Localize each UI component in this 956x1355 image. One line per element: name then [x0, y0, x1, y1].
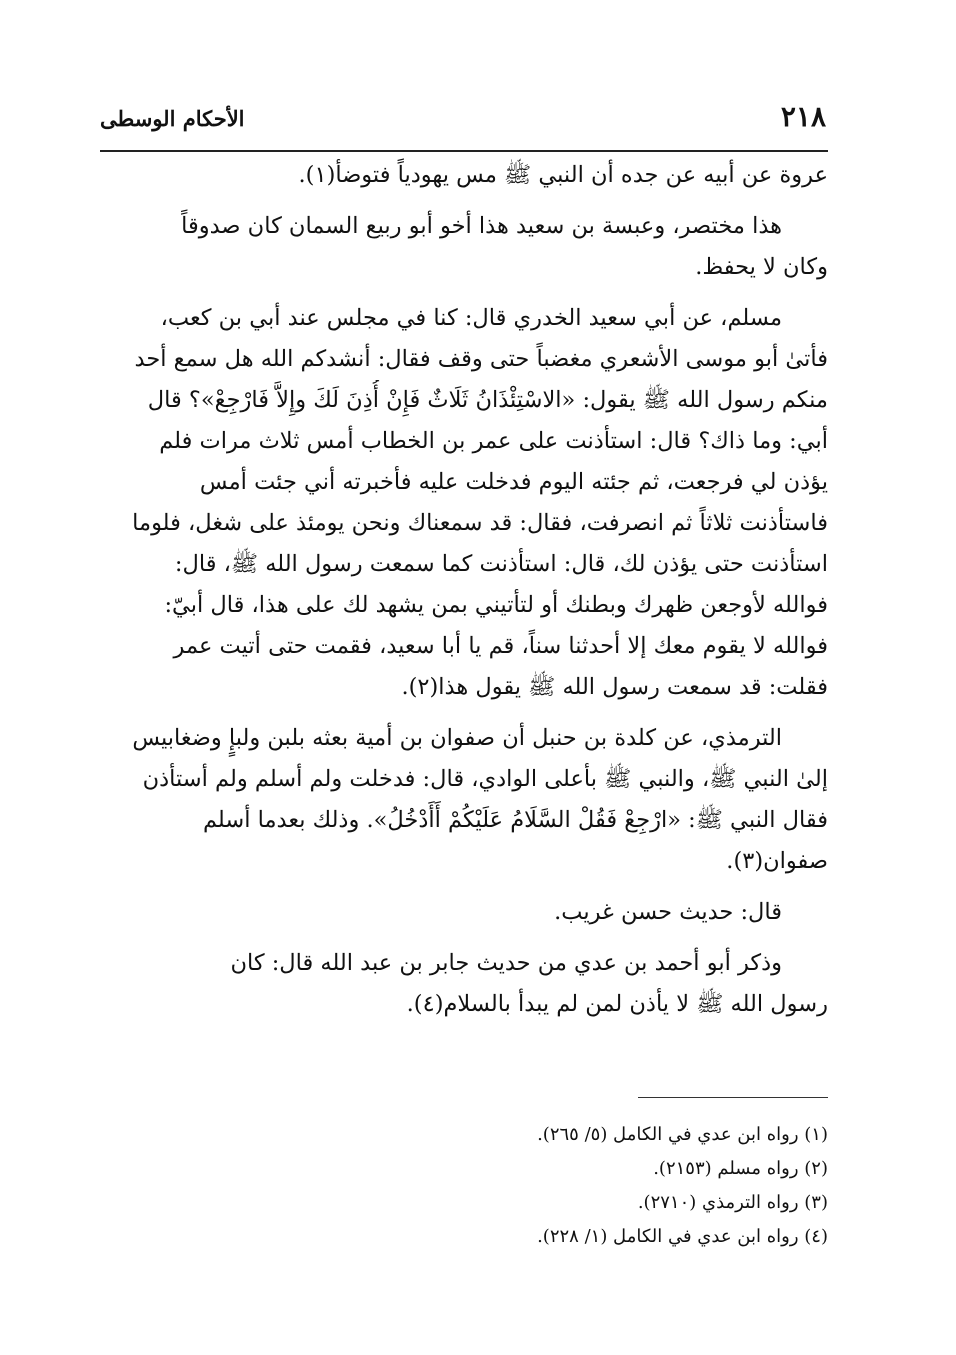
text-line: يؤذن لي فرجعت، ثم جئته اليوم فدخلت عليه فأخبرته أني جئت أمس — [199, 469, 828, 495]
footnotes — [537, 1118, 828, 1254]
text-line: رسول الله ﷺ لا يأذن لمن لم يبدأ بالسلام(٤). — [406, 991, 828, 1017]
text-line: وكان لا يحفظ. — [695, 254, 828, 280]
text-line: وذكر أبو أحمد بن عدي من حديث جابر بن عبد الله قال: كان — [230, 950, 782, 976]
text-line: فاستأذنت ثلاثاً ثم انصرفت، فقال: قد سمعناك ونحن يومئذ على شغل، فلوما — [132, 510, 828, 536]
text-line: فقال النبي ﷺ: «ارْجِعْ فَقُلْ السَّلَامُ عَلَيْكُمْ أَأَدْخُلُ». وذلك بعدما أسلم — [202, 807, 828, 833]
header-rule — [100, 150, 828, 152]
text-line: هذا مختصر، وعبسة بن سعيد هذا أخو أبو ربيع السمان كان صدوقاً — [181, 213, 782, 239]
footnote-separator — [638, 1097, 828, 1098]
text-line: فوالله لا يقوم معك إلا أحدثنا سناً، قم يا أبا سعيد، فقمت حتى أتيت عمر — [173, 633, 828, 659]
text-line: فوالله لأوجعن ظهرك وبطنك أو لتأتيني بمن يشهد لك على هذا، قال أبيّ: — [164, 592, 828, 618]
text-line: فقلت: قد سمعت رسول الله ﷺ يقول هذا(٢). — [401, 674, 828, 700]
page-header — [100, 100, 826, 144]
text-line: مسلم، عن أبي سعيد الخدري قال: كنا في مجلس عند أبي بن كعب، — [160, 305, 782, 331]
text-line: إلىٰ النبي ﷺ، والنبي ﷺ بأعلى الوادي، قال: فدخلت ولم أسلم ولم أستأذن — [142, 766, 828, 792]
footnote: (٢) رواه مسلم (٢١٥٣). — [653, 1158, 828, 1179]
book-title: الأحكام الوسطى — [100, 106, 245, 131]
text-line: استأذنت حتى يؤذن لك، قال: استأذنت كما سمعت رسول الله ﷺ، قال: — [174, 551, 828, 577]
footnote: (٤) رواه ابن عدي في الكامل (١/ ٢٢٨). — [537, 1226, 828, 1247]
text-line: فأتىٰ أبو موسى الأشعري مغضباً حتى وقف فقال: أنشدكم الله هل سمع أحد — [134, 346, 828, 372]
text-line: قال: حديث حسن غريب. — [554, 899, 782, 925]
text-line: أبي: وما ذاك؟ قال: استأذنت على عمر بن الخطاب أمس ثلاث مرات فلم — [159, 428, 828, 454]
main-text — [100, 155, 828, 1025]
footnote: (١) رواه ابن عدي في الكامل (٥/ ٢٦٥). — [537, 1124, 828, 1145]
page-number: ٢١٨ — [780, 100, 826, 133]
text-line: صفوان(٣). — [726, 848, 828, 874]
text-line: عروة عن أبيه عن جده أن النبي ﷺ مس يهودياً فتوضأ(١). — [298, 162, 828, 188]
footnote: (٣) رواه الترمذي (٢٧١٠). — [637, 1192, 828, 1213]
text-line: منكم رسول الله ﷺ يقول: «الاسْتِئْذَانُ ثَلَاثٌ فَإِنْ أُذِنَ لَكَ وإِلاَّ فَارْجِعْ»؟ قال — [147, 387, 828, 413]
text-line: الترمذي، عن كلدة بن حنبل أن صفوان بن أمية بعثه بلبن ولبإٍ وضغابيس — [132, 725, 782, 751]
